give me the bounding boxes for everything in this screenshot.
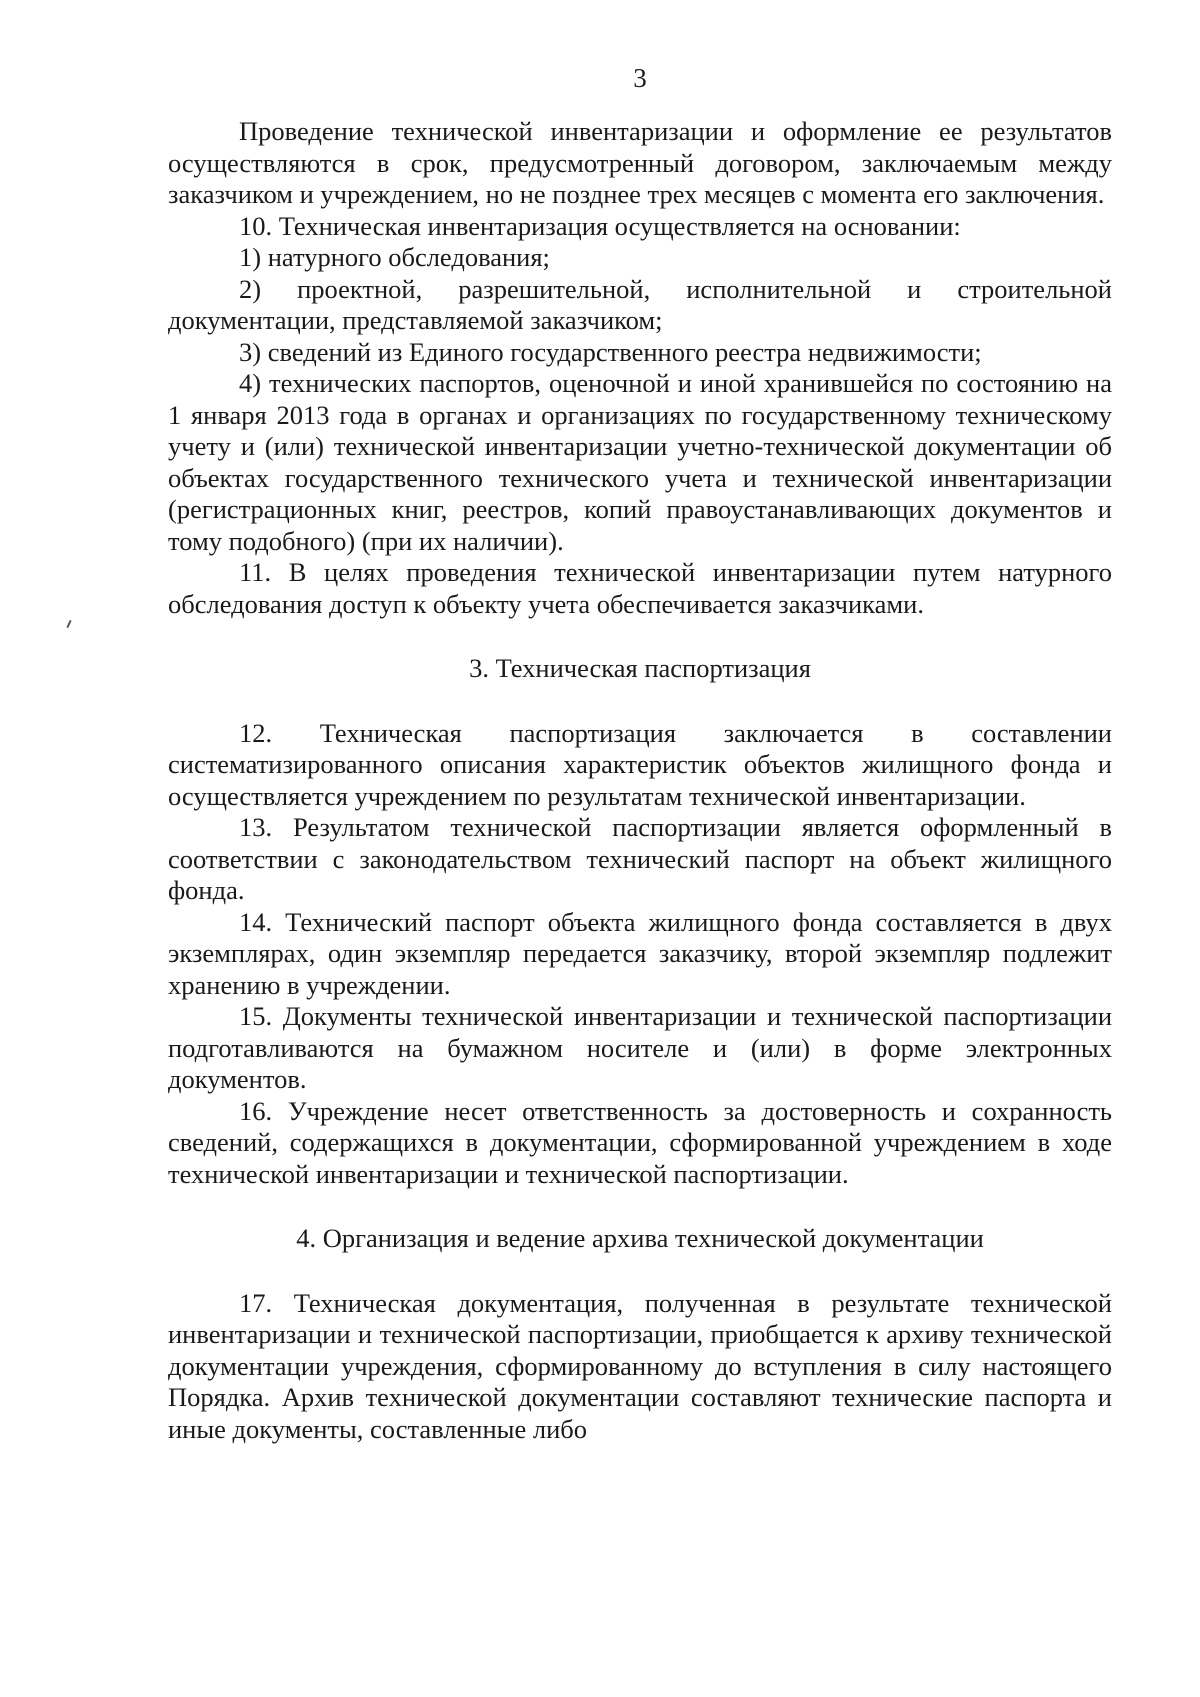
paragraph-11: 11. В целях проведения технической инвентаризации путем натурного обследования доступ к объекту учета обеспечивается заказчиками. [168,557,1112,619]
document-page [168,62,1112,1445]
paragraph-10-item-2: 2) проектной, разрешительной, исполнительной и строительной документации, представляемой заказчиком; [168,273,1112,335]
paragraph-intro: Проведение технической инвентаризации и оформление ее результатов осуществляются в срок, предусмотренный договором, заключаемым между заказчиком и учреждением, но не позднее трех месяцев с момента его заключения. [168,116,1112,209]
paragraph-14: 14. Технический паспорт объекта жилищного фонда составляется в двух экземплярах, один экземпляр передается заказчику, второй экземпляр подлежит хранению в учреждении. [168,906,1112,1000]
section-3-heading: 3. Техническая паспортизация [469,653,811,683]
paragraph-17: 17. Техническая документация, полученная в результате технической инвентаризации и технической паспортизации, приобщается к архиву технической документации учреждения, сформированному до вступления в силу настоящего Порядка. Архив технической документации составляют технические паспорта и иные документы, составленные либо [168,1287,1112,1444]
paragraph-10: 10. Техническая инвентаризация осуществляется на основании: [239,210,961,241]
paragraph-10-item-4: 4) технических паспортов, оценочной и иной хранившейся по состоянию на 1 января 2013 года в органах и организациях по государственному техническому учету и (или) технической инвентаризации учетно-технической документации об объектах государственного технического учета и технической инвентаризации (регистрационных книг, реестров, копий правоустанавливающих документов и тому подобного) (при их наличии). [168,368,1112,556]
paragraph-10-item-1: 1) натурного обследования; [239,242,550,272]
paragraph-13: 13. Результатом технической паспортизации является оформленный в соответствии с законодательством технический паспорт на объект жилищного фонда. [168,812,1112,905]
scan-mark [66,620,71,628]
paragraph-10-item-3: 3) сведений из Единого государственного реестра недвижимости; [239,336,982,367]
paragraph-16: 16. Учреждение несет ответственность за достоверность и сохранность сведений, содержащихся в документации, сформированной учреждением в ходе технической инвентаризации и технической паспортизации. [168,1095,1112,1189]
paragraph-12: 12. Техническая паспортизация заключается в составлении систематизированного описания характеристик объектов жилищного фонда и осуществляется учреждением по результатам технической инвентаризации. [168,717,1112,811]
page-number: 3 [633,63,647,93]
section-4-heading: 4. Организация и ведение архива технической документации [296,1223,984,1253]
paragraph-15: 15. Документы технической инвентаризации и технической паспортизации подготавливаются на бумажном носителе и (или) в форме электронных документов. [168,1001,1112,1094]
